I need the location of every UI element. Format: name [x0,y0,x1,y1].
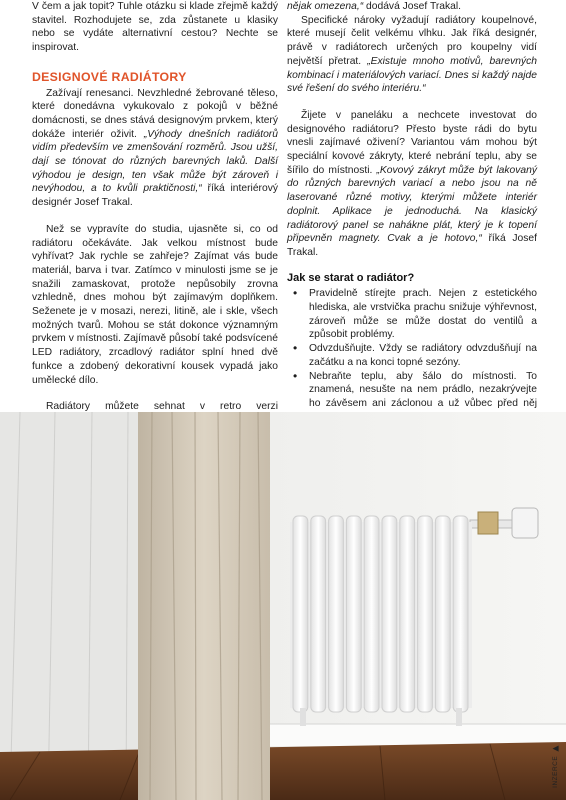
radiator-fin [382,516,397,712]
radiator-fin [346,516,361,712]
right-column [287,0,537,438]
radiator-fin [453,516,468,712]
tip-text: Nebraňte teplu, aby šálo do místnosti. To znamená, nesušte na nem prádlo, nezakrývejte ho závěsem ani záclonou a už vůbec před něj [309,370,537,409]
intro-paragraph: V čem a jak topit? Tuhle otázku si klade zřejmě každý stavitel. Rozhodujete se, zda zůstanete u klasiky nebo se vydáte alternativní cestou? Nechte se inspirovat. [32,1,278,54]
quote-text: „Výhody dnešních radiátorů vidím především ve zmenšování rozměrů. Jsou užší, dají se tónovat do různých barevných laků. Další výhodou je design, ten však může být zároveň i nevýhodou, a to kvůli praktičnosti,“ [32,128,278,195]
radiator-fin [329,516,344,712]
radiator-fin [293,516,308,712]
triangle-icon: ▶ [551,744,560,754]
radiator-fin [435,516,450,712]
radiator-fin [400,516,415,712]
quote-attribution: říká interiérový designér Josef Trakal. [32,183,278,209]
tip-text: Pravidelně stírejte prach. Nejen z estetického hlediska, ale vrstvička prachu snižuje výhřevnost, zároveň může se může dostat do ventilů a způsobit problémy. [309,288,537,341]
paragraph-text: Radiátory můžete sehnat v retro verzi [46,401,278,413]
quote-text: „Kovový zákryt může být lakovaný do různých barevných variací a nebo jsou na ně laserované různé motivy, kterými můžete interiér doplnit. Aplikace je jednoduchá. Na klasický radiátorový panel se nahákne plát, který je k topení připevněn magnety. Cvak a je hotovo,“ [287,164,537,245]
article-paragraph: Než se vypravíte do studia, ujasněte si, co od radiátoru očekáváte. Jak velkou místnost bude vyhřívat? Jak rychle se zahřeje? Zajímat vás bude materiál, barva i tvar. Zatímco v minulosti jsme se je snažili zamaskovat, protože nepůsobily zrovna vzhledně, dnes mohou být zajímavým doplňkem. Seženete je v mosazi, nerezi, litině, ale i skle, všech možných tvarů. Mohou se stát dokonce významným prvkem v místnosti. Zajímavě působí také podsvícené LED radiátory, zrcadlový radiátor splní hned dvě funkce a zdobený dekorativní kousek vypadá jako umělecké dílo. [32,223,278,386]
paragraph-text: Žijete v paneláku a nechcete investovat do designového radiátoru? Přesto byste rádi do bytu vnesli zajímavé oživení? Variantou vám mohou být speciální kovové zákryty, které nebrání teplu, aby se šířilo do místnosti. [287,109,537,176]
radiator-illustration [0,412,566,800]
radiator-fin [418,516,433,712]
quote-text: „Existuje mnoho motivů, barevných kombinací i materiálových variací. Dnes si každý najde své řešení do svého interiéru.“ [287,55,537,95]
advertisement-label [551,744,560,788]
tip-item [301,342,537,369]
tip-text: Odvzdušňujte. Vždy se radiátory odvzdušňují na začátku a na konci topné sezóny. [309,343,537,368]
article-paragraph [287,0,537,14]
quote-text: nějak omezena,“ [287,1,364,12]
paragraph-text: Zažívají renesanci. Nevzhledné žebrované těleso, které donedávna vykukovalo z pokojů v běžné domácnosti, se dnes stává designovým prvkem, který dokáže interiér oživit. [32,87,278,140]
side-label-text: INZERCE [552,755,559,788]
article-paragraph [287,109,537,260]
article-paragraph [32,87,278,210]
article-paragraph [287,14,537,96]
radiator-fin [311,516,326,712]
subheading: Jak se starat o radiátor? [287,271,415,284]
quote-attribution: říká Josef Trakal. [287,233,537,258]
quote-attribution: dodává Josef Trakal. [366,1,462,12]
paragraph-text: Specifické nároky vyžadují radiátory koupelnové, které musejí čelit velkému vlhku. Jak říká designér, právě v radiátorech určených pro koupelny vidí největší přetrat. [287,14,537,67]
radiator-fin [364,516,379,712]
section-title: DESIGNOVÉ RADIÁTORY [32,69,187,84]
interior-photo [0,412,566,800]
tip-item [301,287,537,342]
left-column [32,0,278,483]
